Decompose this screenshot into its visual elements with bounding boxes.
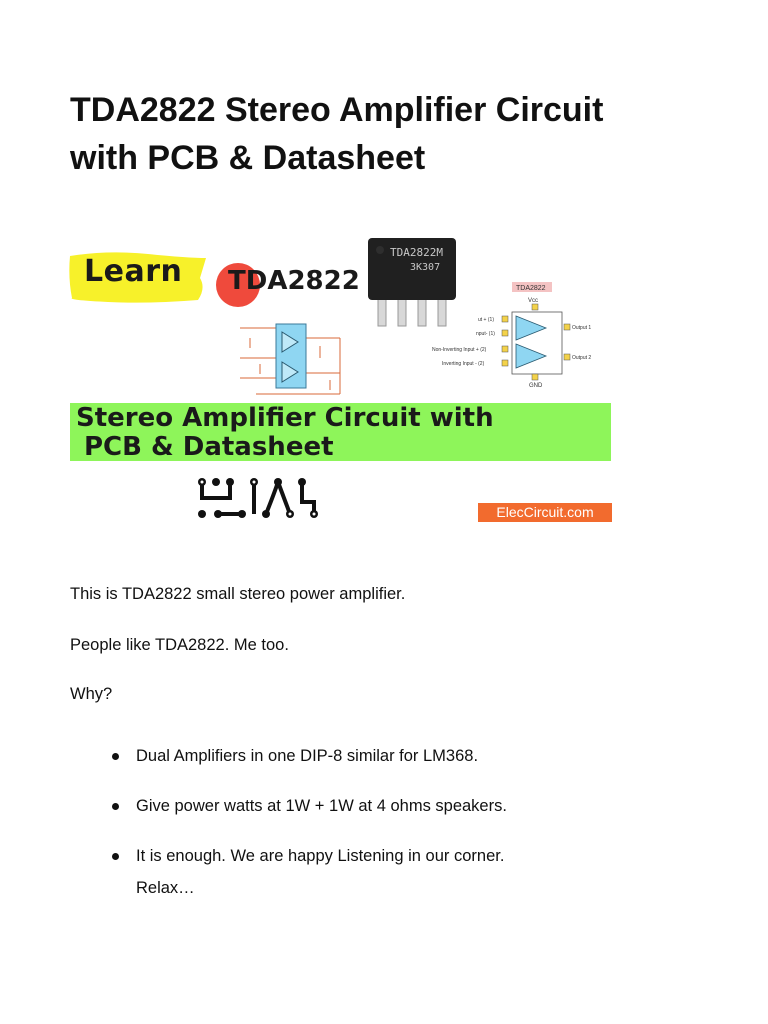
chip-marking-2: 3K307 — [410, 262, 441, 273]
title-line-2: with PCB & Datasheet — [70, 139, 426, 177]
learn-label: Learn — [84, 254, 183, 289]
tda-label: TDA2822 — [228, 266, 360, 296]
pinout-label-2: nput- (1) — [476, 331, 495, 337]
pinout-label-4: Inverting Input - (2) — [442, 361, 485, 367]
paragraph-intro: This is TDA2822 small stereo power amplifier. — [70, 585, 406, 603]
brand-badge: ElecCircuit.com — [478, 503, 612, 522]
title-line-1: TDA2822 Stereo Amplifier Circuit — [70, 91, 604, 129]
list-item-continuation: Relax… — [136, 879, 195, 897]
schematic-diagram — [236, 318, 346, 400]
list-item-text: Give power watts at 1W + 1W at 4 ohms speakers. — [136, 797, 507, 815]
bullet-dot-icon — [112, 803, 119, 810]
reasons-list — [70, 740, 710, 922]
pinout-label-3: Non-Inverting Input + (2) — [432, 347, 487, 353]
bullet-dot-icon — [112, 753, 119, 760]
pinout-vcc: Vcc — [528, 298, 539, 304]
paragraph-people: People like TDA2822. Me too. — [70, 636, 289, 654]
pinout-label-1: ut + (1) — [478, 317, 494, 323]
bullet-dot-icon — [112, 853, 119, 860]
pinout-output-2: Output 2 — [572, 355, 592, 361]
pinout-title: TDA2822 — [516, 285, 546, 292]
pinout-output-1: Output 1 — [572, 325, 592, 331]
headline-line-1: Stereo Amplifier Circuit with — [76, 403, 494, 433]
list-item — [70, 790, 710, 822]
headline-line-2: PCB & Datasheet — [84, 432, 334, 462]
list-item-text: Dual Amplifiers in one DIP-8 similar for LM368. — [136, 747, 479, 765]
list-item — [70, 840, 710, 904]
list-item — [70, 740, 710, 772]
pcb-layout-image — [194, 474, 322, 524]
chip-marking: TDA2822M — [390, 246, 443, 259]
paragraph-why: Why? — [70, 685, 113, 703]
pinout-diagram — [428, 280, 608, 390]
list-item-text: It is enough. We are happy Listening in our corner. — [136, 847, 505, 865]
pinout-gnd: GND — [529, 383, 543, 389]
